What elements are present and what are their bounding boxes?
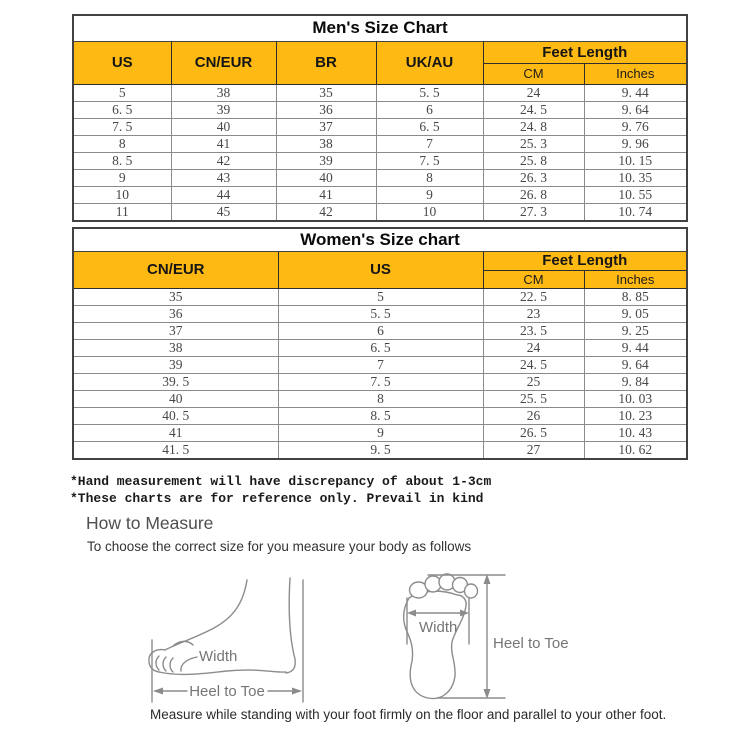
table-row (73, 305, 687, 322)
table-cell: 43 (171, 169, 276, 186)
table-row (73, 373, 687, 390)
table-cell: 22. 5 (483, 288, 584, 305)
column-header-br: BR (276, 41, 376, 84)
table-cell: 39 (73, 356, 278, 373)
table-cell: 10. 43 (584, 424, 687, 441)
table-cell: 41 (171, 135, 276, 152)
toe-5 (465, 584, 478, 598)
table-cell: 5 (73, 84, 171, 101)
table-cell: 42 (171, 152, 276, 169)
table-cell: 9. 96 (584, 135, 687, 152)
table-cell: 23 (483, 305, 584, 322)
table-row (73, 186, 687, 203)
arrowhead-left-icon (153, 688, 163, 695)
table-cell: 26. 3 (483, 169, 584, 186)
table-cell: 38 (171, 84, 276, 101)
table-cell: 35 (276, 84, 376, 101)
column-header-inches: Inches (584, 63, 687, 84)
heel-to-toe-label: Heel to Toe (189, 683, 265, 700)
table-cell: 26. 5 (483, 424, 584, 441)
table-row (73, 322, 687, 339)
table-cell: 10. 55 (584, 186, 687, 203)
column-header-feet-length: Feet Length (483, 251, 687, 270)
table-cell: 45 (171, 203, 276, 221)
table-row (73, 118, 687, 135)
table-cell: 8 (376, 169, 483, 186)
mens-table-title: Men's Size Chart (73, 15, 687, 41)
table-cell: 44 (171, 186, 276, 203)
table-cell: 40 (276, 169, 376, 186)
table-cell: 36 (73, 305, 278, 322)
how-to-measure-subheading: To choose the correct size for you measure your body as follows (87, 539, 472, 554)
table-row (73, 135, 687, 152)
table-cell: 26. 8 (483, 186, 584, 203)
table-cell: 6. 5 (278, 339, 483, 356)
column-header-cn-eur: CN/EUR (73, 251, 278, 288)
column-header-cm: CM (483, 63, 584, 84)
column-header-cm: CM (483, 270, 584, 288)
note-line-2: *These charts are for reference only. Prevail in kind (70, 490, 484, 506)
table-cell: 9 (376, 186, 483, 203)
column-header-us: US (73, 41, 171, 84)
table-cell: 23. 5 (483, 322, 584, 339)
foot-heel-outline (286, 578, 295, 673)
table-cell: 6 (376, 101, 483, 118)
table-cell: 39 (171, 101, 276, 118)
womens-table-body (73, 288, 687, 459)
footprint-outline (404, 591, 467, 698)
column-header-uk-au: UK/AU (376, 41, 483, 84)
table-cell: 9. 5 (278, 441, 483, 459)
table-row (73, 101, 687, 118)
table-cell: 27. 3 (483, 203, 584, 221)
foot-toe-line-3 (170, 658, 173, 672)
table-cell: 39. 5 (73, 373, 278, 390)
table-cell: 10. 74 (584, 203, 687, 221)
table-cell: 9. 64 (584, 356, 687, 373)
table-cell: 8. 5 (278, 407, 483, 424)
table-cell: 10. 03 (584, 390, 687, 407)
foot-instep-outline (165, 580, 247, 650)
table-cell: 24 (483, 84, 584, 101)
measurement-notes (70, 474, 491, 507)
table-cell: 9. 44 (584, 339, 687, 356)
mens-table-header-row (73, 41, 687, 63)
mens-table-title-row (73, 15, 687, 41)
table-cell: 7 (376, 135, 483, 152)
arrowhead-left-icon (407, 610, 416, 617)
womens-table-header-row (73, 251, 687, 270)
womens-size-table (72, 227, 688, 460)
heel-to-toe-label: Heel to Toe (493, 635, 569, 652)
table-cell: 25. 3 (483, 135, 584, 152)
table-cell: 6 (278, 322, 483, 339)
column-header-cn-eur: CN/EUR (171, 41, 276, 84)
table-cell: 37 (73, 322, 278, 339)
table-cell: 24. 5 (483, 101, 584, 118)
table-cell: 9. 84 (584, 373, 687, 390)
table-cell: 38 (276, 135, 376, 152)
note-line-1: *Hand measurement will have discrepancy of about 1-3cm (70, 474, 492, 489)
table-row (73, 152, 687, 169)
table-cell: 25. 5 (483, 390, 584, 407)
table-cell: 5. 5 (278, 305, 483, 322)
womens-table-title: Women's Size chart (73, 228, 687, 251)
table-cell: 9. 44 (584, 84, 687, 101)
table-row (73, 203, 687, 221)
table-cell: 42 (276, 203, 376, 221)
table-row (73, 169, 687, 186)
table-cell: 39 (276, 152, 376, 169)
table-cell: 8 (73, 135, 171, 152)
table-cell: 9 (73, 169, 171, 186)
table-cell: 25 (483, 373, 584, 390)
table-cell: 41. 5 (73, 441, 278, 459)
table-cell: 8. 5 (73, 152, 171, 169)
table-cell: 10 (376, 203, 483, 221)
table-row (73, 339, 687, 356)
column-header-inches: Inches (584, 270, 687, 288)
table-cell: 7. 5 (376, 152, 483, 169)
table-cell: 40. 5 (73, 407, 278, 424)
table-cell: 40 (73, 390, 278, 407)
table-cell: 9. 76 (584, 118, 687, 135)
table-cell: 24. 5 (483, 356, 584, 373)
table-cell: 5 (278, 288, 483, 305)
mens-size-table (72, 14, 688, 222)
womens-table-title-row (73, 228, 687, 251)
table-cell: 10 (73, 186, 171, 203)
table-row (73, 424, 687, 441)
table-row (73, 441, 687, 459)
table-cell: 41 (73, 424, 278, 441)
table-cell: 11 (73, 203, 171, 221)
table-cell: 7 (278, 356, 483, 373)
table-cell: 7. 5 (73, 118, 171, 135)
table-row (73, 407, 687, 424)
table-row (73, 84, 687, 101)
table-cell: 9. 64 (584, 101, 687, 118)
foot-sole-outline (159, 670, 286, 674)
table-cell: 6. 5 (376, 118, 483, 135)
width-label: Width (199, 648, 238, 665)
table-cell: 7. 5 (278, 373, 483, 390)
table-cell: 37 (276, 118, 376, 135)
table-cell: 26 (483, 407, 584, 424)
table-cell: 8. 85 (584, 288, 687, 305)
table-cell: 38 (73, 339, 278, 356)
measure-footer-text: Measure while standing with your foot firmly on the floor and parallel to your other foot. (150, 707, 667, 722)
table-row (73, 288, 687, 305)
width-label: Width (419, 619, 458, 636)
arrowhead-right-icon (292, 688, 302, 695)
foot-toe-line-1 (156, 656, 159, 670)
table-row (73, 356, 687, 373)
table-cell: 24. 8 (483, 118, 584, 135)
column-header-us: US (278, 251, 483, 288)
foot-top-view-diagram (385, 558, 585, 708)
table-cell: 35 (73, 288, 278, 305)
how-to-measure-heading: How to Measure (86, 513, 214, 533)
mens-table-body (73, 84, 687, 221)
table-cell: 9 (278, 424, 483, 441)
table-cell: 36 (276, 101, 376, 118)
table-cell: 9. 25 (584, 322, 687, 339)
table-cell: 25. 8 (483, 152, 584, 169)
table-cell: 41 (276, 186, 376, 203)
table-cell: 10. 35 (584, 169, 687, 186)
table-cell: 5. 5 (376, 84, 483, 101)
table-cell: 10. 23 (584, 407, 687, 424)
table-cell: 8 (278, 390, 483, 407)
table-cell: 40 (171, 118, 276, 135)
table-row (73, 390, 687, 407)
table-cell: 24 (483, 339, 584, 356)
foot-side-view-diagram (135, 560, 320, 708)
table-cell: 10. 15 (584, 152, 687, 169)
column-header-feet-length: Feet Length (483, 41, 687, 63)
table-cell: 27 (483, 441, 584, 459)
foot-toe-line-2 (163, 657, 166, 671)
table-cell: 10. 62 (584, 441, 687, 459)
table-cell: 6. 5 (73, 101, 171, 118)
table-cell: 9. 05 (584, 305, 687, 322)
width-leader-line (181, 657, 197, 671)
